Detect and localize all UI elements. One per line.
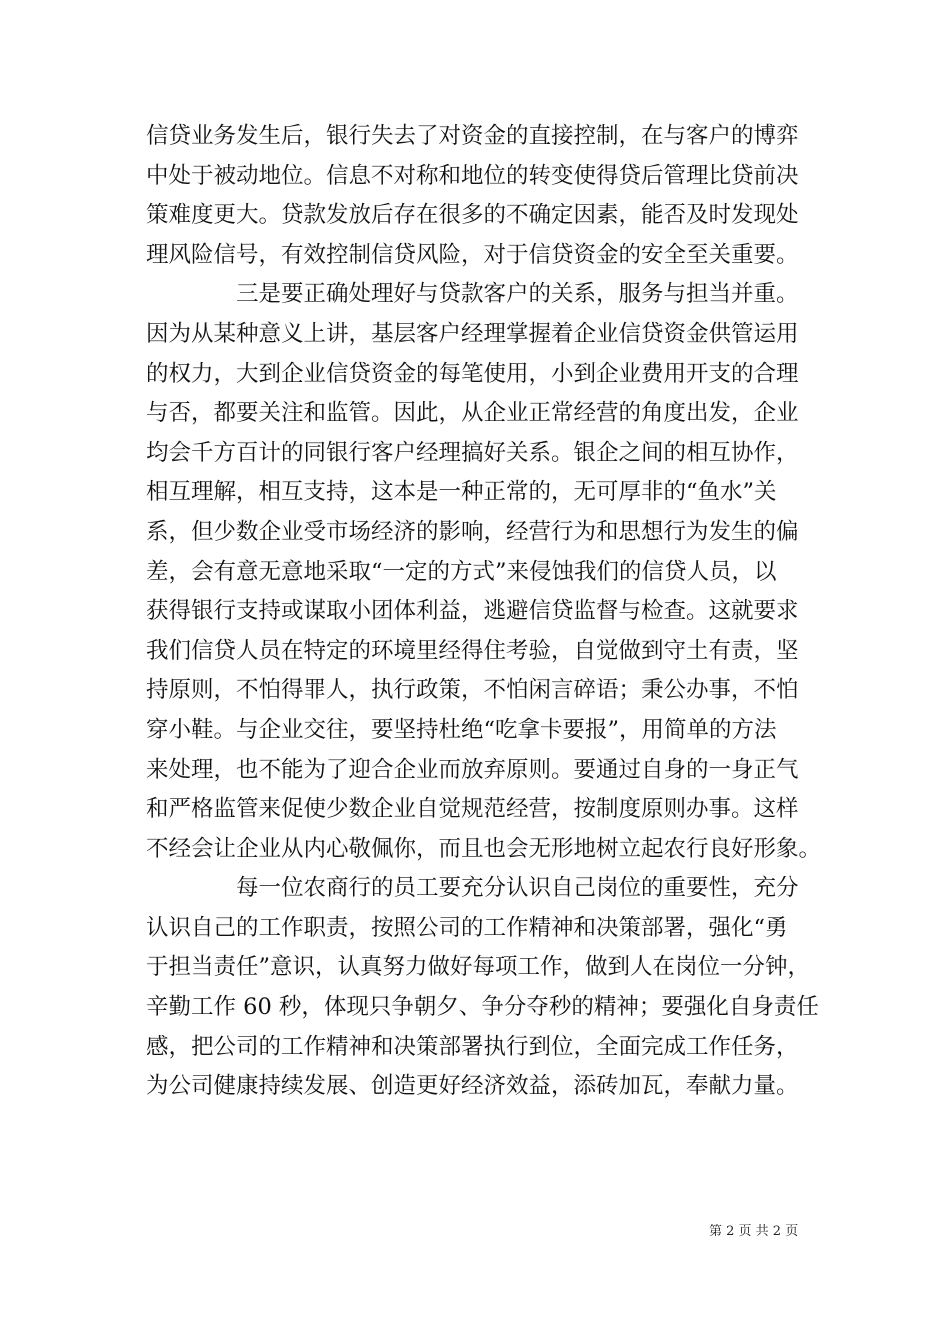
text-line: 来处理，也不能为了迎合企业而放弃原则。要通过自身的一身正气 <box>146 756 799 783</box>
text-line: 持原则，不怕得罪人，执行政策，不怕闲言碎语；秉公办事，不怕 <box>146 677 799 704</box>
text-line: 和严格监管来促使少数企业自觉规范经营，按制度原则办事。这样 <box>146 796 799 823</box>
text-line: 获得银行支持或谋取小团体利益，逃避信贷监督与检查。这就要求 <box>146 598 799 625</box>
text-line: 中处于被动地位。信息不对称和地位的转变使得贷后管理比贷前决 <box>146 162 799 189</box>
text-line: 策难度更大。贷款发放后存在很多的不确定因素，能否及时发现处 <box>146 202 799 229</box>
text-line: 信贷业务发生后，银行失去了对资金的直接控制，在与客户的博弈 <box>146 123 799 149</box>
text-line: 系，但少数企业受市场经济的影响，经营行为和思想行为发生的偏 <box>146 518 799 545</box>
text-line: 差，会有意无意地采取“一定的方式”来侵蚀我们的信贷人员，以 <box>146 558 777 585</box>
body-text <box>146 117 822 1107</box>
text-line: 认识自己的工作职责，按照公司的工作精神和决策部署，强化“勇 <box>146 914 788 941</box>
text-line: 理风险信号，有效控制信贷风险，对于信贷资金的安全至关重要。 <box>146 241 799 268</box>
text-line: 穿小鞋。与企业交往，要坚持杜绝“吃拿卡要报”，用简单的方法 <box>146 716 777 743</box>
paragraph-start-line: 每一位农商行的员工要充分认识自己岗位的重要性，充分 <box>236 875 799 902</box>
paragraph-start-line: 三是要正确处理好与贷款客户的关系，服务与担当并重。 <box>236 281 799 308</box>
text-line: 于担当责任”意识，认真努力做好每项工作，做到人在岗位一分钟， <box>146 954 811 981</box>
text-line: 我们信贷人员在特定的环境里经得住考验，自觉做到守土有责，坚 <box>146 637 799 664</box>
text-line: 辛勤工作 60 秒，体现只争朝夕、争分夺秒的精神；要强化自身责任 <box>146 994 819 1021</box>
text-line: 感，把公司的工作精神和决策部署执行到位，全面完成工作任务， <box>146 1033 799 1060</box>
text-line: 均会千方百计的同银行客户经理搞好关系。银企之间的相互协作， <box>146 439 799 466</box>
page-number: 第 2 页 共 2 页 <box>709 1224 799 1239</box>
text-line: 为公司健康持续发展、创造更好经济效益，添砖加瓦，奉献力量。 <box>146 1073 799 1100</box>
text-line: 因为从某种意义上讲，基层客户经理掌握着企业信贷资金供管运用 <box>146 320 799 347</box>
text-line: 与否，都要关注和监管。因此，从企业正常经营的角度出发，企业 <box>146 400 799 427</box>
text-line: 相互理解，相互支持，这本是一种正常的，无可厚非的“鱼水”关 <box>146 479 777 506</box>
text-line: 的权力，大到企业信贷资金的每笔使用，小到企业费用开支的合理 <box>146 360 799 387</box>
text-line: 不经会让企业从内心敬佩你，而且也会无形地树立起农行良好形象。 <box>146 835 822 862</box>
